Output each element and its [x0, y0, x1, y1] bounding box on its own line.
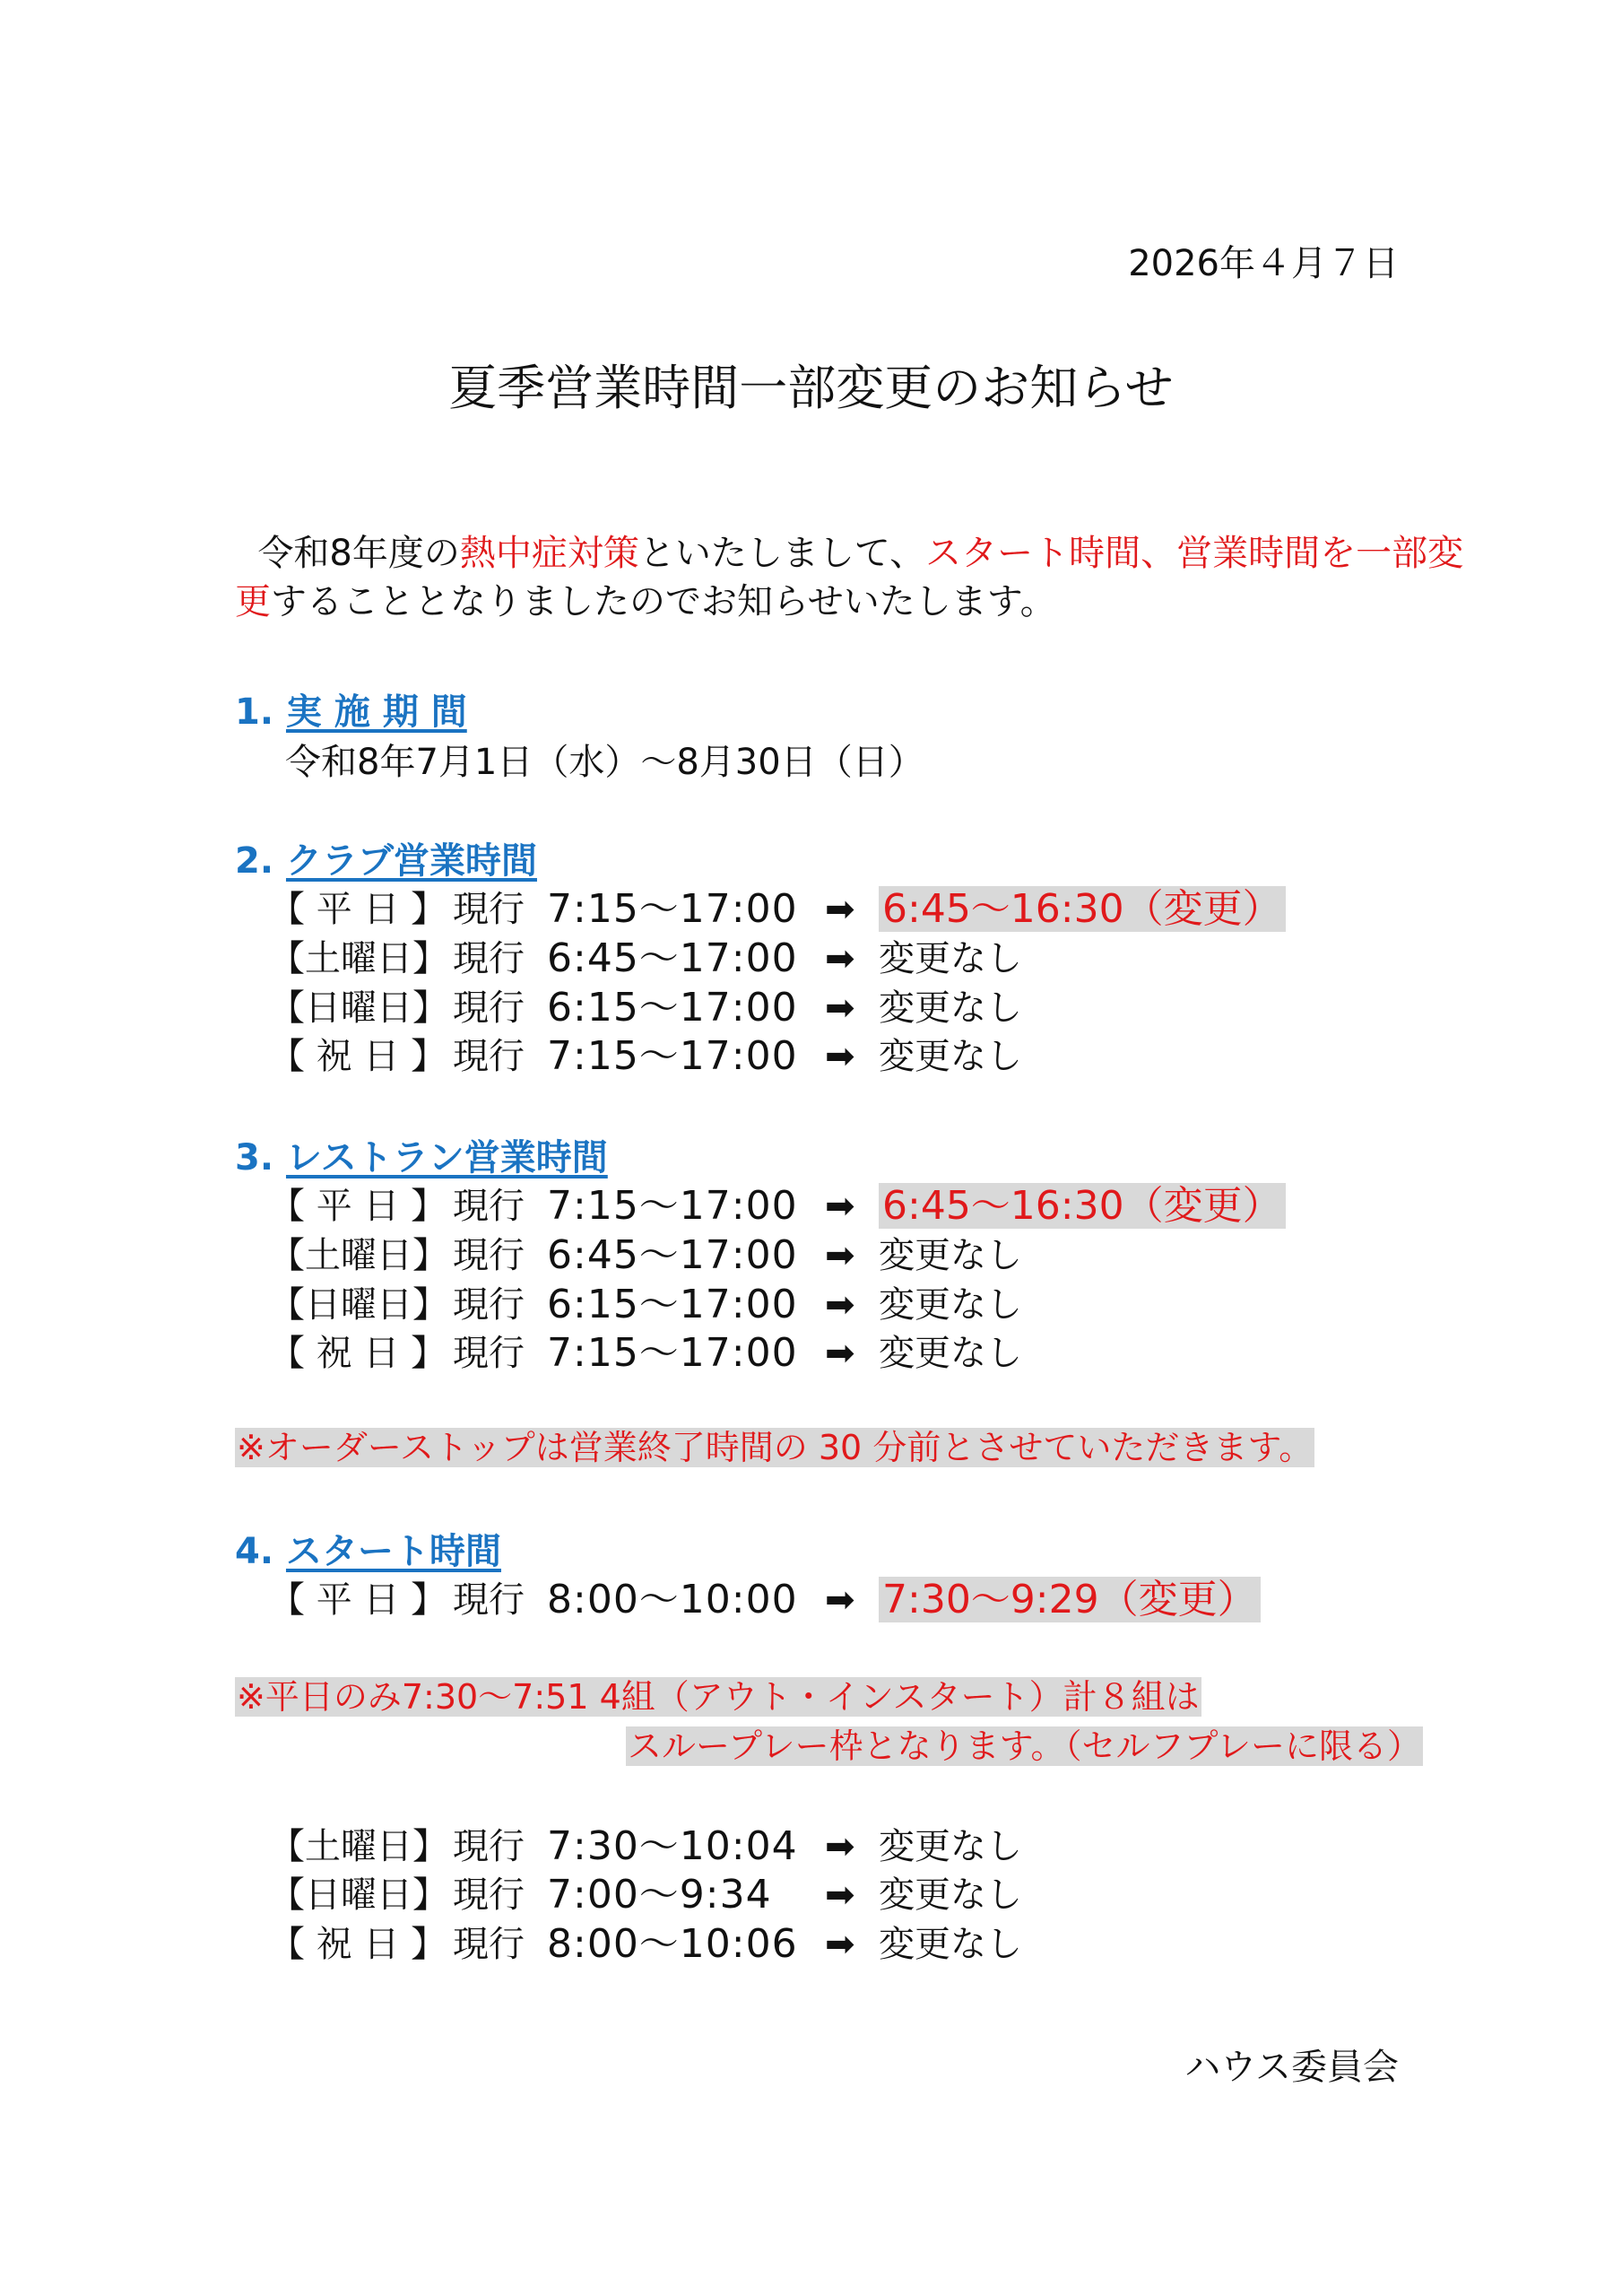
current-time: 7:15～17:00 [547, 1033, 798, 1079]
current-label: 現行 [453, 1333, 525, 1374]
day-label: 【 祝 日 】 [269, 1924, 447, 1965]
intro-highlight-change: スタート時間、営業時間を一部変 [925, 533, 1464, 574]
intro-highlight-heatstroke: 熱中症対策 [459, 533, 639, 574]
arrow-icon: ➡ [825, 938, 855, 979]
no-change-label: 変更なし [879, 1333, 1022, 1374]
period-range: 令和8年7月1日（水）～8月30日（日） [285, 742, 924, 783]
day-label: 【 平 日 】 [269, 1579, 447, 1621]
current-time: 6:15～17:00 [547, 1282, 798, 1327]
current-time: 8:00～10:00 [547, 1577, 798, 1622]
section-title: レストラン営業時間 [285, 1137, 608, 1178]
changed-time [879, 884, 1286, 935]
section-number: 2. [235, 840, 274, 882]
changed-time-highlight: 6:45～16:30（変更） [879, 886, 1286, 932]
section-heading-club-hours [235, 832, 537, 883]
section-title: スタート時間 [285, 1531, 501, 1572]
arrow-icon: ➡ [825, 1579, 855, 1621]
arrow-icon: ➡ [825, 1036, 855, 1077]
document-date: 2026年４月７日 [1128, 243, 1399, 284]
current-label: 現行 [453, 987, 525, 1029]
current-label: 現行 [453, 1186, 525, 1227]
order-stop-note [235, 1423, 1314, 1472]
current-label: 現行 [453, 1036, 525, 1077]
day-label: 【 平 日 】 [269, 889, 447, 930]
through-play-note-text-2: スループレー枠となります。（セルフプレーに限る） [628, 1726, 1422, 1766]
section-number: 3. [235, 1137, 274, 1178]
section-title: クラブ営業時間 [285, 840, 537, 882]
current-label: 現行 [453, 1579, 525, 1621]
no-change-label: 変更なし [879, 987, 1022, 1029]
section-heading-restaurant-hours [235, 1129, 608, 1180]
day-label: 【 祝 日 】 [269, 1036, 447, 1077]
arrow-icon: ➡ [825, 889, 855, 930]
arrow-icon: ➡ [825, 987, 855, 1029]
no-change-label: 変更なし [879, 1036, 1022, 1077]
intro-highlight-change-end: 更 [235, 581, 271, 622]
current-label: 現行 [453, 1826, 525, 1867]
order-stop-note-text: ※オーダーストップは営業終了時間の 30 分前とさせていただきます。 [237, 1428, 1314, 1467]
no-change-label: 変更なし [879, 1826, 1022, 1867]
arrow-icon: ➡ [825, 1826, 855, 1867]
current-time: 7:00～9:34 [547, 1872, 772, 1918]
day-label: 【土曜日】 [269, 938, 448, 979]
section-title: 実 施 期 間 [285, 691, 467, 733]
current-label: 現行 [453, 1284, 525, 1326]
changed-time [879, 1181, 1286, 1232]
day-label: 【土曜日】 [269, 1826, 448, 1867]
current-label: 現行 [453, 938, 525, 979]
section-number: 1. [235, 691, 274, 733]
current-time: 6:15～17:00 [547, 985, 798, 1031]
day-label: 【日曜日】 [269, 1284, 448, 1326]
current-time: 7:15～17:00 [547, 886, 798, 932]
through-play-note-line-2 [626, 1722, 1423, 1770]
intro-text-3: することとなりましたのでお知らせいたします。 [271, 581, 1056, 622]
current-time: 7:15～17:00 [547, 1330, 798, 1376]
intro-line-1 [235, 529, 1463, 578]
arrow-icon: ➡ [825, 1235, 855, 1276]
current-time: 7:30～10:04 [547, 1823, 798, 1869]
intro-paragraph [235, 529, 1463, 626]
intro-text-1: 令和8年度の [257, 533, 460, 574]
no-change-label: 変更なし [879, 1284, 1022, 1326]
day-label: 【 平 日 】 [269, 1186, 447, 1227]
arrow-icon: ➡ [825, 1874, 855, 1916]
current-label: 現行 [453, 1874, 525, 1916]
arrow-icon: ➡ [825, 1333, 855, 1374]
section-heading-start-time [235, 1523, 501, 1574]
current-time: 6:45～17:00 [547, 1232, 798, 1278]
changed-time [879, 1575, 1261, 1626]
current-time: 6:45～17:00 [547, 935, 798, 981]
through-play-note-text-1: ※平日のみ7:30～7:51 4組（アウト・インスタート）計８組は [237, 1677, 1200, 1717]
current-time: 8:00～10:06 [547, 1921, 798, 1967]
no-change-label: 変更なし [879, 938, 1022, 979]
arrow-icon: ➡ [825, 1186, 855, 1227]
section-number: 4. [235, 1531, 274, 1572]
current-time: 7:15～17:00 [547, 1183, 798, 1229]
changed-time-highlight: 6:45～16:30（変更） [879, 1183, 1286, 1229]
day-label: 【日曜日】 [269, 1874, 448, 1916]
no-change-label: 変更なし [879, 1235, 1022, 1276]
no-change-label: 変更なし [879, 1924, 1022, 1965]
arrow-icon: ➡ [825, 1924, 855, 1965]
current-label: 現行 [453, 1235, 525, 1276]
day-label: 【 祝 日 】 [269, 1333, 447, 1374]
arrow-icon: ➡ [825, 1284, 855, 1326]
current-label: 現行 [453, 889, 525, 930]
no-change-label: 変更なし [879, 1874, 1022, 1916]
day-label: 【土曜日】 [269, 1235, 448, 1276]
intro-text-2: といたしまして、 [638, 533, 926, 574]
section-heading-period [235, 683, 467, 735]
day-label: 【日曜日】 [269, 987, 448, 1029]
signature: ハウス委員会 [1184, 2047, 1399, 2088]
current-label: 現行 [453, 1924, 525, 1965]
intro-line-2 [235, 578, 1463, 626]
changed-time-highlight: 7:30～9:29（変更） [879, 1577, 1261, 1622]
through-play-note-line-1 [235, 1673, 1201, 1721]
document-title: 夏季営業時間一部変更のお知らせ [448, 360, 1174, 416]
